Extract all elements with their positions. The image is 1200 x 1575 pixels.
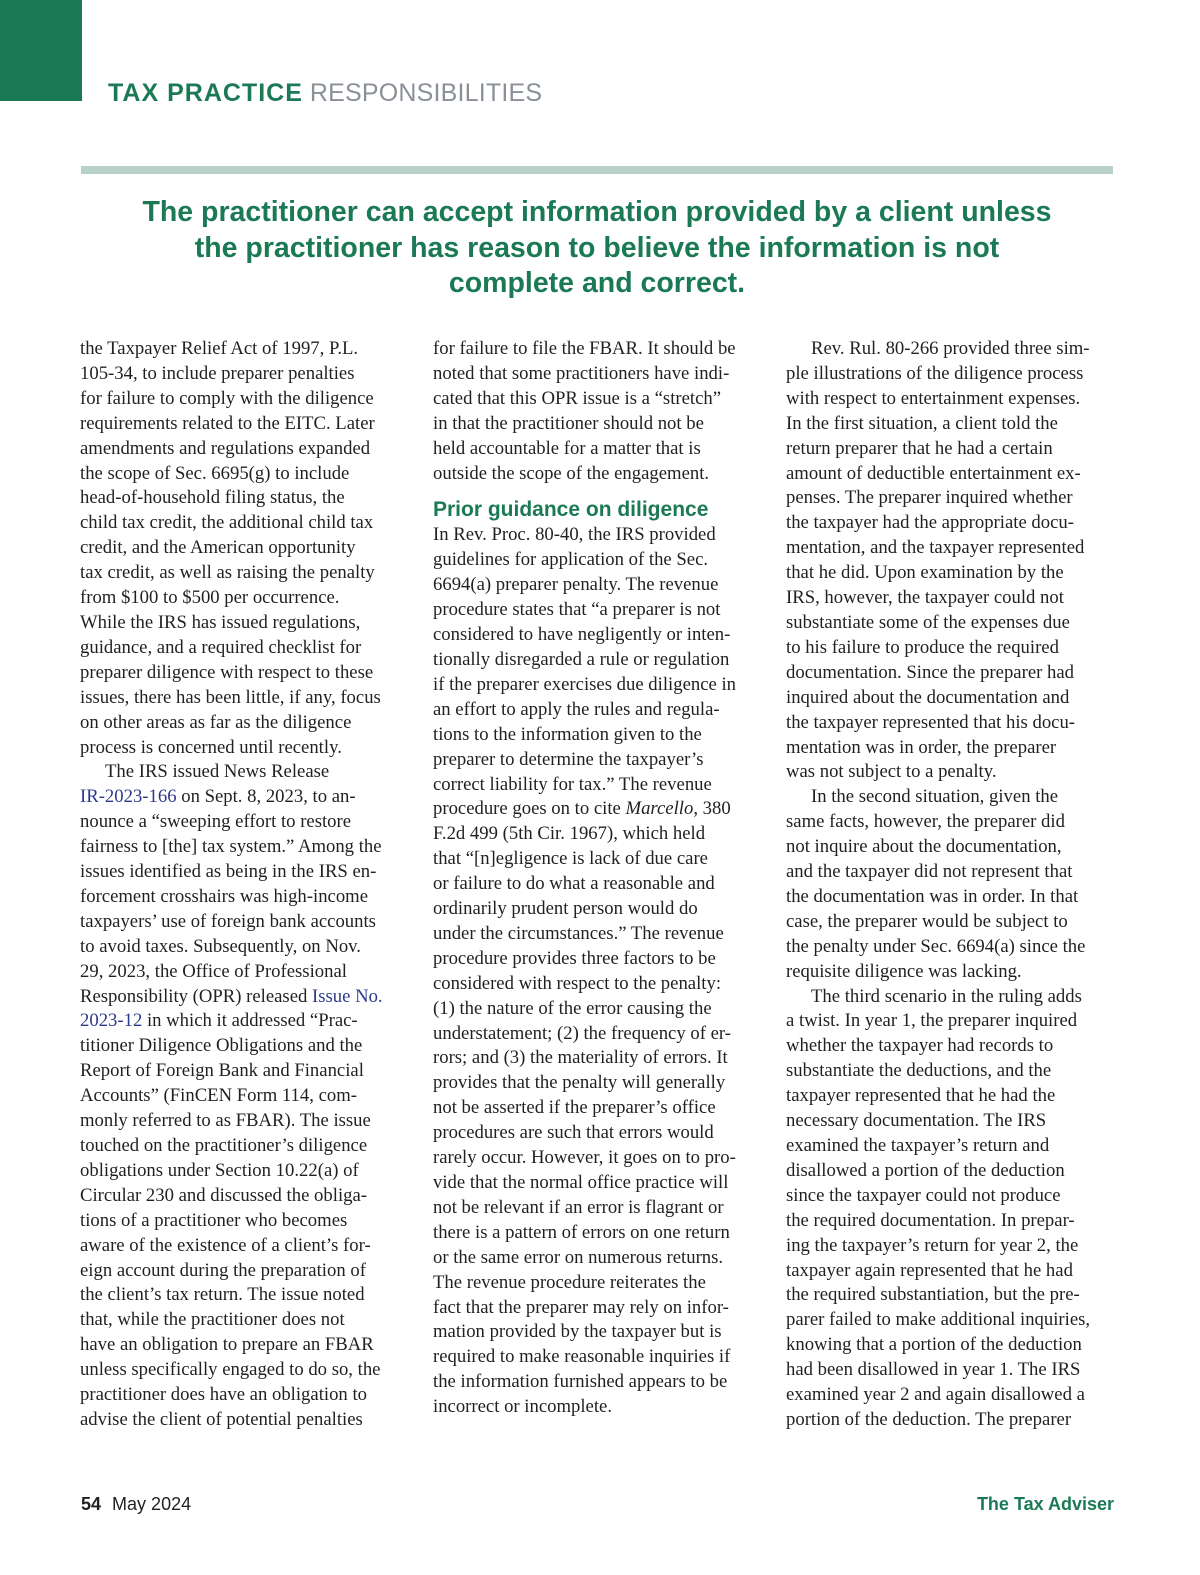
text-line: vide that the normal office practice will (433, 1172, 729, 1193)
text-line: not be asserted if the preparer’s office (433, 1097, 716, 1119)
text-block (80, 810, 416, 984)
text-line: for failure to comply with the diligence (80, 387, 374, 409)
paragraph (80, 337, 416, 760)
section-header-light: RESPONSIBILITIES (309, 79, 543, 107)
text-fragment: procedure goes on to cite (433, 798, 626, 820)
text-line: requirements related to the EITC. Later (80, 412, 375, 434)
text-line: had been disallowed in year 1. The IRS (786, 1359, 1081, 1381)
text-line: the client’s tax return. The issue noted (80, 1284, 365, 1306)
body-column-2 (433, 337, 769, 1420)
text-line: the documentation was in order. In that (786, 885, 1079, 907)
text-line: The third scenario in the ruling adds (811, 985, 1082, 1007)
text-line: tionally disregarded a rule or regulation (433, 648, 730, 670)
text-line: examined year 2 and again disallowed a (786, 1384, 1085, 1406)
text-line: guidelines for application of the Sec. (433, 549, 709, 571)
text-line: credit, and the American opportunity (80, 537, 356, 559)
text-line: tions to the information given to the (433, 723, 702, 745)
text-block (433, 523, 769, 797)
text-line: and the taxpayer did not represent that (786, 861, 1073, 883)
pull-quote-rule (81, 166, 1113, 174)
text-line: procedures are such that errors would (433, 1122, 714, 1144)
paragraph (80, 760, 416, 1432)
text-line: While the IRS has issued regulations, (80, 611, 361, 633)
text-line: mentation was in order, the preparer (786, 736, 1057, 758)
text-fragment: on Sept. 8, 2023, to an- (176, 786, 356, 808)
case-name: Marcello (625, 798, 694, 820)
text-line: ple illustrations of the diligence process (786, 362, 1084, 384)
text-line: penses. The preparer inquired whether (786, 487, 1073, 509)
subheading: Prior guidance on diligence (433, 498, 709, 522)
news-release-link[interactable]: IR-2023-166 (80, 786, 177, 808)
text-line: that “[n]egligence is lack of due care (433, 848, 708, 870)
text-line (80, 1009, 416, 1034)
text-line: under the circumstances.” The revenue (433, 922, 724, 944)
paragraph (433, 523, 769, 1420)
body-column-1 (80, 337, 416, 1433)
opr-issue-link-continued[interactable]: 2023-12 (80, 1010, 143, 1032)
paragraph (433, 337, 769, 486)
text-line: necessary documentation. The IRS (786, 1110, 1047, 1132)
text-line: amendments and regulations expanded (80, 437, 371, 459)
text-line: not be relevant if an error is flagrant or (433, 1196, 724, 1218)
text-line: child tax credit, the additional child tax (80, 512, 374, 534)
text-line: incorrect or incomplete. (433, 1396, 613, 1418)
text-line: a twist. In year 1, the preparer inquired (786, 1010, 1078, 1032)
text-line: rors; and (3) the materiality of errors. It (433, 1047, 728, 1069)
pull-quote-line: the practitioner has reason to believe the information is not (194, 231, 1000, 264)
text-line: parer failed to make additional inquiries, (786, 1309, 1091, 1331)
text-line: In Rev. Proc. 80-40, the IRS provided (433, 524, 716, 546)
text-line: amount of deductible entertainment ex- (786, 462, 1081, 484)
text-line: on other areas as far as the diligence (80, 711, 352, 733)
body-column-3 (786, 337, 1122, 1433)
text-line: head-of-household filing status, the (80, 487, 345, 509)
text-line: from $100 to $500 per occurrence. (80, 587, 340, 609)
text-line: Circular 230 and discussed the obliga- (80, 1184, 367, 1206)
text-line: for failure to file the FBAR. It should be (433, 338, 736, 359)
text-line: 105-34, to include preparer penalties (80, 362, 355, 384)
text-line: taxpayer again represented that he had (786, 1259, 1073, 1281)
text-fragment: in which it addressed “Prac- (142, 1010, 358, 1032)
text-line: aware of the existence of a client’s for- (80, 1234, 371, 1256)
text-line: have an obligation to prepare an FBAR (80, 1334, 374, 1356)
text-line: advise the client of potential penalties (80, 1408, 363, 1430)
text-line: or the same error on numerous returns. (433, 1246, 724, 1268)
text-line: tax credit, as well as raising the penalty (80, 562, 375, 584)
pull-quote (81, 195, 1113, 302)
text-line: fact that the preparer may rely on infor- (433, 1296, 729, 1318)
text-line: with respect to entertainment expenses. (786, 387, 1081, 409)
page-footer-left (81, 1492, 191, 1516)
text-line: taxpayers’ use of foreign bank accounts (80, 910, 376, 932)
text-line: the scope of Sec. 6695(g) to include (80, 462, 350, 484)
text-line (80, 785, 416, 810)
text-line: outside the scope of the engagement. (433, 462, 710, 484)
text-line: an effort to apply the rules and regula- (433, 698, 720, 720)
section-header (108, 78, 542, 108)
text-line: taxpayer represented that he had the (786, 1085, 1056, 1107)
text-line: cated that this OPR issue is a “stretch” (433, 387, 722, 409)
text-line: In the second situation, given the (811, 786, 1059, 808)
text-line: requisite diligence was lacking. (786, 960, 1022, 982)
text-line: In the first situation, a client told the (786, 412, 1058, 434)
text-line: F.2d 499 (5th Cir. 1967), which held (433, 823, 706, 845)
text-line: nounce a “sweeping effort to restore (80, 811, 352, 833)
text-line: Rev. Rul. 80-266 provided three sim- (811, 338, 1090, 359)
corner-color-block (0, 0, 82, 101)
text-line: required to make reasonable inquiries if (433, 1346, 731, 1368)
text-fragment: Responsibility (OPR) released (80, 985, 313, 1007)
text-line: the required documentation. In prepar- (786, 1209, 1075, 1231)
paragraph (786, 337, 1122, 785)
text-line: to his failure to produce the required (786, 636, 1059, 658)
text-line: preparer diligence with respect to these (80, 661, 374, 683)
opr-issue-link[interactable]: Issue No. (312, 985, 383, 1007)
issue-date: May 2024 (112, 1494, 192, 1514)
text-line: or failure to do what a reasonable and (433, 873, 715, 895)
text-line: case, the preparer would be subject to (786, 910, 1068, 932)
text-line: return preparer that he had a certain (786, 437, 1053, 459)
text-line: not inquire about the documentation, (786, 836, 1062, 858)
text-line: considered to have negligently or inten- (433, 624, 731, 646)
text-line: forcement crosshairs was high-income (80, 885, 369, 907)
text-line: disallowed a portion of the deduction (786, 1159, 1065, 1181)
text-line: the taxpayer had the appropriate docu- (786, 512, 1074, 534)
text-line: process is concerned until recently. (80, 736, 342, 758)
text-line: examined the taxpayer’s return and (786, 1135, 1050, 1156)
text-line: procedure provides three factors to be (433, 947, 716, 969)
text-line: issues identified as being in the IRS en- (80, 861, 377, 883)
text-line: Report of Foreign Bank and Financial (80, 1060, 364, 1082)
text-line: mation provided by the taxpayer but is (433, 1321, 722, 1343)
text-line: issues, there has been little, if any, focus (80, 686, 381, 708)
text-line: correct liability for tax.” The revenue (433, 773, 712, 795)
text-line: considered with respect to the penalty: (433, 972, 722, 994)
text-line: same facts, however, the preparer did (786, 811, 1065, 833)
text-line: Accounts” (FinCEN Form 114, com- (80, 1085, 357, 1107)
text-line: inquired about the documentation and (786, 686, 1070, 708)
text-line: documentation. Since the preparer had (786, 661, 1074, 683)
text-line: held accountable for a matter that is (433, 437, 701, 459)
text-line: titioner Diligence Obligations and the (80, 1035, 363, 1057)
text-line: knowing that a portion of the deduction (786, 1334, 1082, 1356)
text-line (433, 797, 769, 822)
text-block (80, 1034, 416, 1433)
text-line: practitioner does have an obligation to (80, 1384, 367, 1406)
text-line: preparer to determine the taxpayer’s (433, 748, 704, 770)
paragraph (786, 785, 1122, 984)
text-line: noted that some practitioners have indi- (433, 362, 730, 384)
text-line: portion of the deduction. The preparer (786, 1408, 1072, 1430)
text-line: eign account during the preparation of (80, 1259, 366, 1281)
text-line: The revenue procedure reiterates the (433, 1271, 706, 1293)
pull-quote-line: The practitioner can accept information provided by a client unless (142, 196, 1052, 228)
text-line: the required substantiation, but the pre- (786, 1284, 1080, 1306)
text-block (433, 822, 769, 1420)
text-fragment: , 380 (693, 798, 731, 820)
text-line: ing the taxpayer’s return for year 2, the (786, 1234, 1079, 1256)
text-line: substantiate some of the expenses due (786, 611, 1070, 633)
text-line: monly referred to as FBAR). The issue (80, 1110, 371, 1132)
text-line: guidance, and a required checklist for (80, 636, 362, 658)
text-line: there is a pattern of errors on one return (433, 1221, 730, 1243)
text-line: the information furnished appears to be (433, 1371, 728, 1393)
text-line: ordinarily prudent person would do (433, 898, 698, 920)
text-line: obligations under Section 10.22(a) of (80, 1159, 359, 1181)
text-line: 29, 2023, the Office of Professional (80, 960, 347, 982)
text-line: whether the taxpayer had records to (786, 1035, 1054, 1057)
text-line: if the preparer exercises due diligence in (433, 673, 737, 695)
text-line: rarely occur. However, it goes on to pro- (433, 1147, 736, 1169)
text-line: unless specifically engaged to do so, the (80, 1359, 381, 1381)
pull-quote-line: complete and correct. (448, 267, 746, 299)
text-line: understatement; (2) the frequency of er- (433, 1022, 731, 1044)
text-line: the Taxpayer Relief Act of 1997, P.L. (80, 338, 359, 359)
text-line: the taxpayer represented that his docu- (786, 711, 1076, 733)
text-line: provides that the penalty will generally (433, 1072, 726, 1094)
text-line: mentation, and the taxpayer represented (786, 537, 1085, 559)
text-line: substantiate the deductions, and the (786, 1060, 1052, 1082)
text-line: was not subject to a penalty. (786, 761, 997, 783)
page-number: 54 (81, 1494, 102, 1514)
text-line: that he did. Upon examination by the (786, 562, 1064, 584)
text-line: tions of a practitioner who becomes (80, 1209, 348, 1231)
text-line (80, 985, 416, 1010)
text-line: touched on the practitioner’s diligence (80, 1135, 368, 1156)
text-line: since the taxpayer could not produce (786, 1184, 1061, 1206)
paragraph (786, 985, 1122, 1433)
publication-name: The Tax Adviser (976, 1494, 1114, 1514)
text-line: The IRS issued News Release (105, 761, 330, 783)
text-line: fairness to [the] tax system.” Among the (80, 836, 382, 858)
text-line: in that the practitioner should not be (433, 412, 704, 434)
text-line: procedure states that “a preparer is not (433, 599, 721, 621)
text-line: to avoid taxes. Subsequently, on Nov. (80, 935, 361, 957)
text-line: that, while the practitioner does not (80, 1309, 345, 1331)
text-line: (1) the nature of the error causing the (433, 997, 712, 1019)
text-line: 6694(a) preparer penalty. The revenue (433, 574, 719, 596)
text-line: the penalty under Sec. 6694(a) since the (786, 935, 1086, 957)
section-header-bold: TAX PRACTICE (108, 79, 303, 107)
text-line: IRS, however, the taxpayer could not (786, 587, 1064, 609)
